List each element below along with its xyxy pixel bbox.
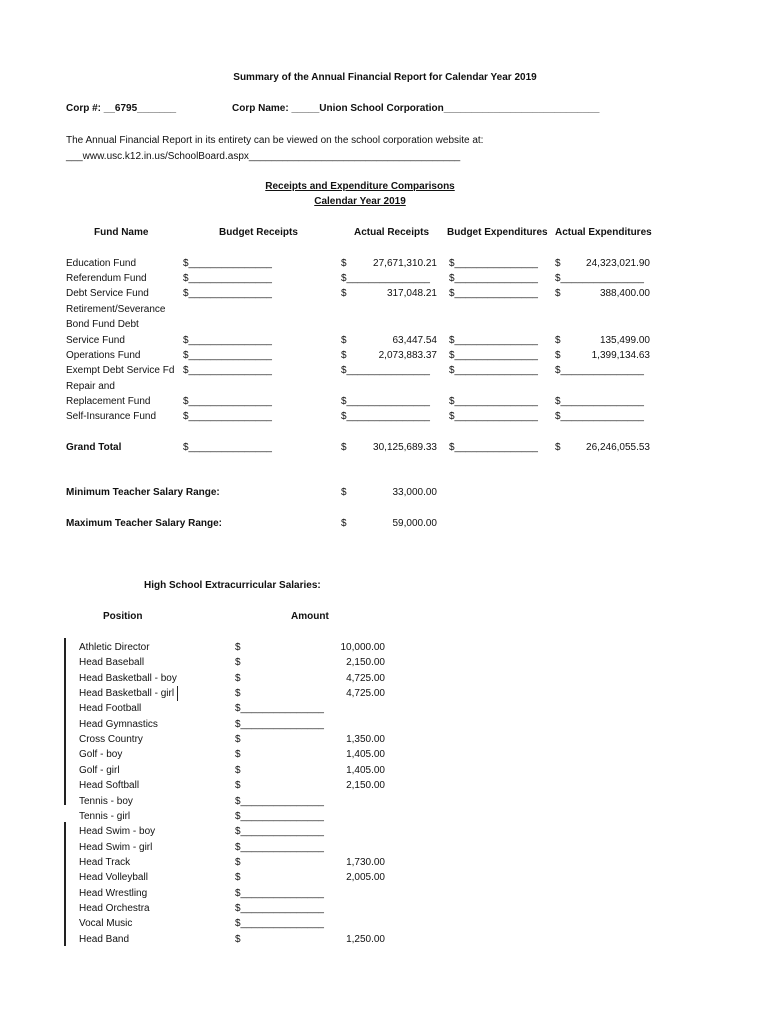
position-name: Head Swim - girl [79,841,153,853]
budget-receipts: $_______________ [183,335,272,346]
comparison-subheading: Calendar Year 2019 [314,196,406,207]
fund-name: Service Fund [66,335,125,346]
corp-name: Corp Name: _____Union School Corporation____________________________ [232,103,600,114]
amount-sign: $ [235,657,241,669]
amount-sign: $ [235,933,241,945]
min-salary-value: 33,000.00 [392,487,437,498]
max-salary-label: Maximum Teacher Salary Range: [66,518,222,529]
actual-expenditures-sign: $_______________ [555,396,644,407]
min-salary-label: Minimum Teacher Salary Range: [66,487,220,498]
actual-expenditures-sign: $ [555,335,561,346]
position-name: Head Basketball - girl [79,688,175,700]
col-position: Position [103,611,143,622]
col-budget-receipts: Budget Receipts [219,227,298,238]
actual-expenditures-sign: $ [555,288,561,299]
col-actual-receipts: Actual Receipts [354,227,430,238]
position-name: Head Band [79,933,130,945]
col-budget-expenditures: Budget Expenditures [447,227,548,238]
amount-sign: $_______________ [235,795,324,807]
position-name: Head Baseball [79,657,145,669]
amount-value: 2,150.00 [346,657,385,669]
budget-expenditures: $_______________ [449,335,538,346]
amount-value: 1,405.00 [346,764,385,776]
budget-expenditures: $_______________ [449,350,538,361]
amount-value: 1,405.00 [346,749,385,761]
actual-receipts-sign: $_______________ [341,365,430,376]
actual-expenditures-sign: $_______________ [555,273,644,284]
amount-sign: $_______________ [235,902,324,914]
col-actual-expenditures: Actual Expenditures [555,227,652,238]
grand-total-actual-expenditures: 26,246,055.53 [586,442,650,453]
actual-receipts-sign: $_______________ [341,411,430,422]
comparison-heading: Receipts and Expenditure Comparisons [265,181,455,192]
budget-receipts: $_______________ [183,258,272,269]
corp-number: Corp #: __6795_______ [66,103,177,114]
amount-sign: $ [235,856,241,868]
max-salary-sign: $ [341,518,347,529]
text-cursor [177,686,178,701]
amount-value: 1,730.00 [346,856,385,868]
max-salary-value: 59,000.00 [392,518,437,529]
actual-receipts-sign: $ [341,288,347,299]
budget-expenditures: $_______________ [449,258,538,269]
fund-name: Bond Fund Debt [66,319,139,330]
actual-receipts: 27,671,310.21 [373,258,437,269]
budget-expenditures: $_______________ [449,411,538,422]
fund-name: Debt Service Fund [66,288,149,299]
actual-expenditures: 135,499.00 [599,335,650,346]
budget-expenditures: $_______________ [449,273,538,284]
grand-total-expenditures-sign: $ [555,442,561,453]
fund-name: Education Fund [66,258,137,269]
budget-expenditures: $_______________ [449,396,538,407]
budget-expenditures: $_______________ [449,288,538,299]
position-name: Head Wrestling [79,887,148,899]
grand-total-budget-receipts: $_______________ [183,442,272,453]
amount-value: 2,005.00 [346,872,385,884]
website-url: ___www.usc.k12.in.us/SchoolBoard.aspx______________________________________ [66,151,461,162]
position-name: Tennis - boy [79,795,133,807]
amount-sign: $_______________ [235,718,324,730]
amount-sign: $ [235,872,241,884]
position-name: Golf - girl [79,764,120,776]
position-name: Head Basketball - boy [79,672,177,684]
amount-value: 1,250.00 [346,933,385,945]
actual-receipts-sign: $ [341,258,347,269]
position-name: Head Swim - boy [79,826,156,838]
extracurricular-title: High School Extracurricular Salaries: [144,580,321,591]
actual-receipts: 2,073,883.37 [378,350,437,361]
actual-expenditures-sign: $_______________ [555,365,644,376]
budget-receipts: $_______________ [183,396,272,407]
position-name: Golf - boy [79,749,123,761]
amount-sign: $_______________ [235,826,324,838]
amount-sign: $ [235,688,241,700]
actual-expenditures: 1,399,134.63 [591,350,650,361]
position-name: Cross Country [79,734,143,746]
position-name: Head Football [79,703,142,715]
actual-receipts: 63,447.54 [392,335,437,346]
actual-expenditures-sign: $ [555,258,561,269]
fund-name: Exempt Debt Service Fd [66,365,175,376]
position-name: Head Softball [79,780,140,792]
amount-sign: $_______________ [235,703,324,715]
budget-expenditures: $_______________ [449,365,538,376]
fund-name: Replacement Fund [66,396,151,407]
amount-sign: $ [235,780,241,792]
actual-expenditures-sign: $ [555,350,561,361]
amount-sign: $_______________ [235,918,324,930]
position-name: Head Orchestra [79,902,150,914]
fund-name: Repair and [66,381,115,392]
min-salary-sign: $ [341,487,347,498]
amount-sign: $ [235,749,241,761]
actual-expenditures-sign: $_______________ [555,411,644,422]
amount-sign: $_______________ [235,841,324,853]
amount-value: 2,150.00 [346,780,385,792]
col-fund-name: Fund Name [94,227,149,238]
budget-receipts: $_______________ [183,365,272,376]
amount-sign: $_______________ [235,887,324,899]
amount-value: 10,000.00 [340,642,385,653]
budget-receipts: $_______________ [183,273,272,284]
actual-expenditures: 388,400.00 [599,288,650,299]
budget-receipts: $_______________ [183,350,272,361]
position-name: Tennis - girl [79,810,131,822]
actual-receipts-sign: $_______________ [341,396,430,407]
amount-sign: $_______________ [235,810,324,822]
actual-receipts-sign: $ [341,350,347,361]
grand-total-receipts-sign: $ [341,442,347,453]
document-title: Summary of the Annual Financial Report for Calendar Year 2019 [233,72,537,83]
position-name: Head Volleyball [79,872,148,884]
amount-sign: $ [235,764,241,776]
amount-value: 4,725.00 [346,672,385,684]
amount-sign: $ [235,642,241,653]
margin-bar-lower [64,822,66,946]
grand-total-budget-expenditures: $_______________ [449,442,538,453]
actual-receipts-sign: $ [341,335,347,346]
margin-bar-upper [64,638,66,805]
actual-expenditures: 24,323,021.90 [586,258,650,269]
amount-value: 4,725.00 [346,688,385,700]
position-name: Head Track [79,856,131,868]
grand-total-label: Grand Total [66,442,122,453]
col-amount: Amount [291,611,329,622]
website-note: The Annual Financial Report in its entirety can be viewed on the school corporation website at: [66,135,484,146]
budget-receipts: $_______________ [183,288,272,299]
fund-name: Operations Fund [66,350,141,361]
position-name: Vocal Music [79,918,133,930]
actual-receipts-sign: $_______________ [341,273,430,284]
amount-sign: $ [235,672,241,684]
amount-value: 1,350.00 [346,734,385,746]
budget-receipts: $_______________ [183,411,272,422]
position-name: Head Gymnastics [79,718,158,730]
fund-name: Retirement/Severance [66,304,166,315]
amount-sign: $ [235,734,241,746]
actual-receipts: 317,048.21 [386,288,437,299]
position-name: Athletic Director [79,642,150,653]
fund-name: Referendum Fund [66,273,147,284]
fund-name: Self-Insurance Fund [66,411,157,422]
grand-total-actual-receipts: 30,125,689.33 [373,442,437,453]
